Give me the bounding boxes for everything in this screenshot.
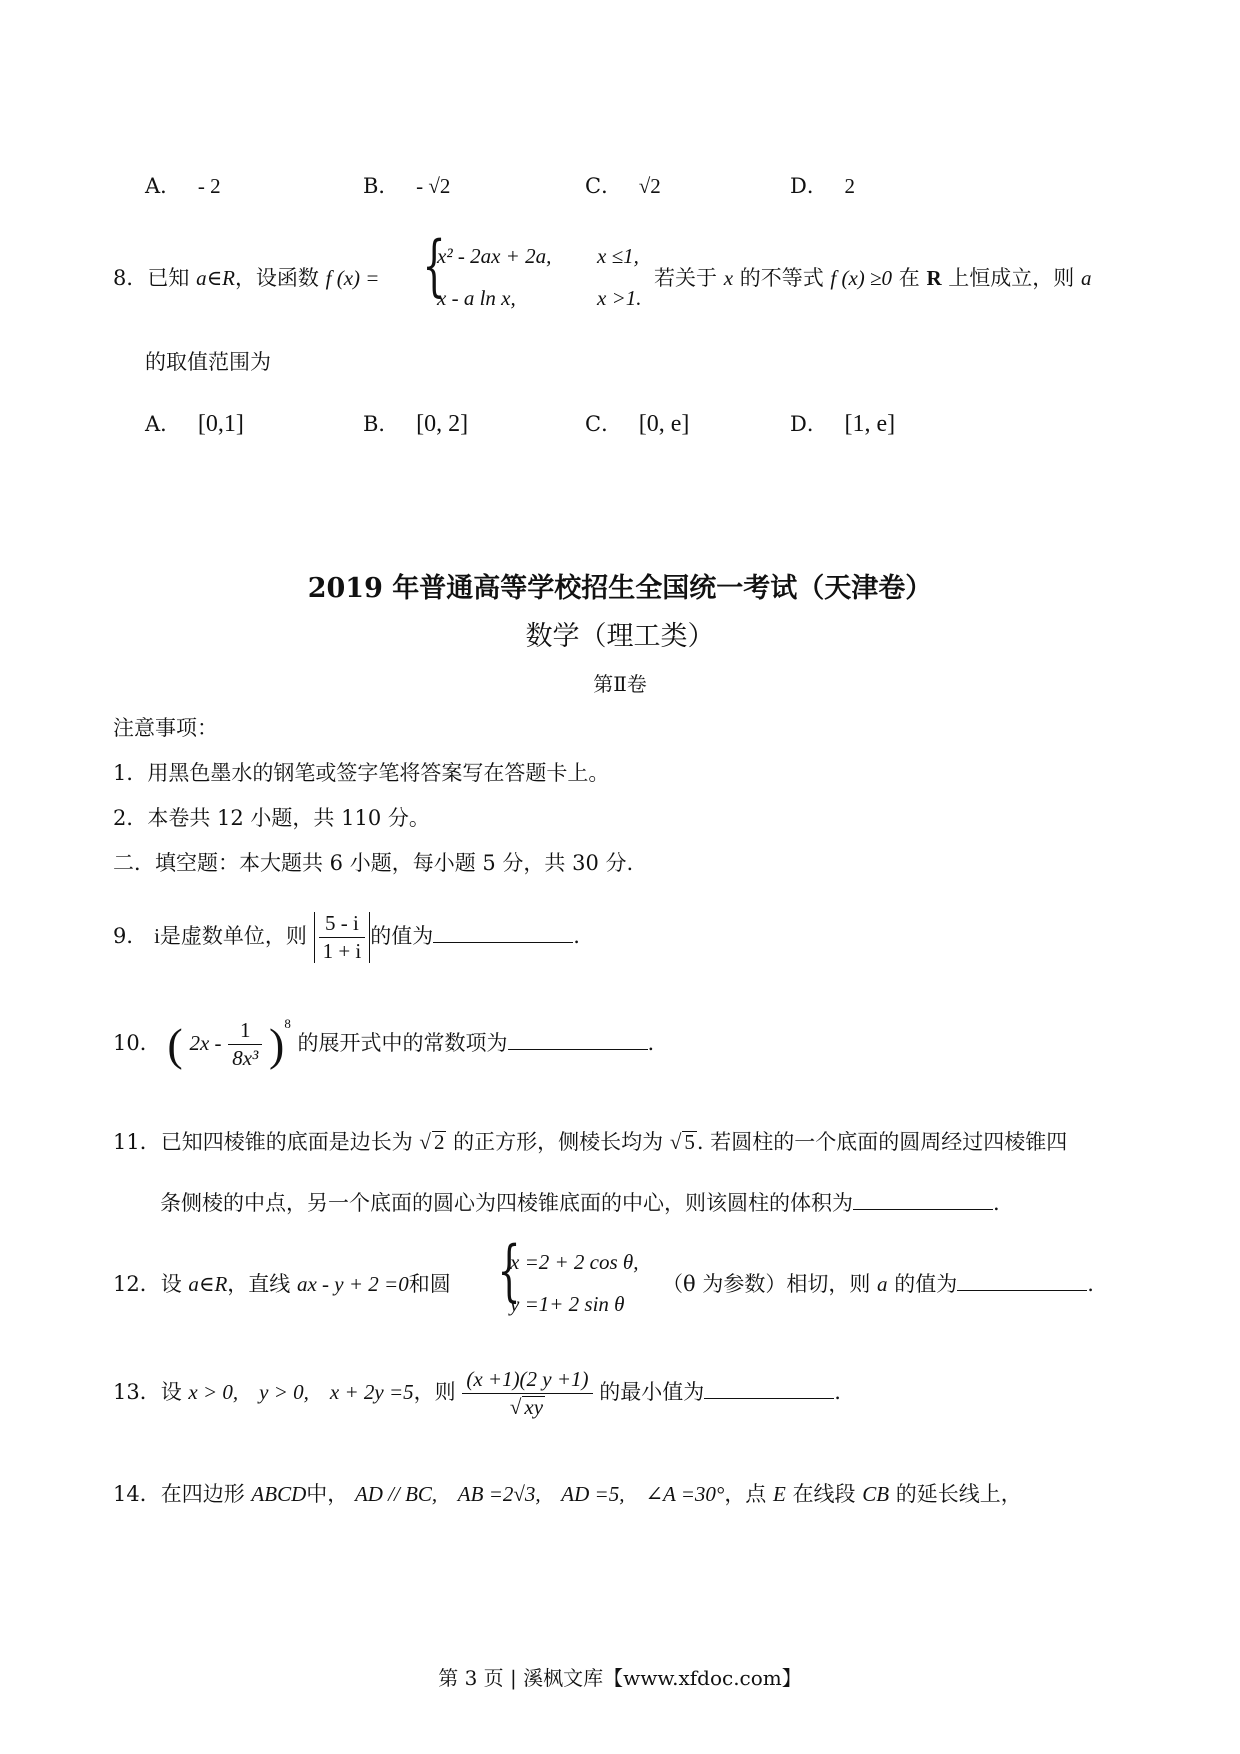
q10 [113,1018,654,1071]
q8-option-b [363,408,468,438]
option-label: B． [363,174,400,198]
q12-right [662,1268,1094,1298]
fraction-numerator: (x +1)(2 y +1) [462,1368,592,1394]
answer-blank[interactable] [433,920,573,943]
option-value: [0,1] [197,411,244,437]
q8-option-a [145,408,244,438]
exam-volume: 第Ⅱ卷 [593,672,647,696]
math-expr: AD // BC, AB =2√3, AD =5, ∠A =30° [354,1482,725,1506]
math-set-R: R [926,266,942,290]
sqrt-radicand: 2 [433,1130,445,1154]
question-text: 的值为 [370,924,434,949]
option-label: B． [363,412,400,436]
math-var-i: i [154,924,160,949]
option-label: D． [790,174,828,198]
option-label: D． [790,412,828,436]
exam-subject: 数学（理工类） [525,621,715,652]
question-text: 的展开式中的常数项为 [297,1031,508,1055]
option-value: [1, e] [844,411,896,437]
question-text: ，直线 [227,1272,291,1296]
question-text: 已知 [147,266,190,290]
sqrt-radicand: xy [524,1395,544,1420]
question-text: 设 [160,1380,182,1405]
math-expr: ax - y + 2 =0 [296,1272,409,1296]
exponent: 8 [284,1016,291,1031]
option-value: [0, 2] [416,411,469,437]
question-text: 中， [306,1482,349,1506]
answer-blank[interactable] [704,1376,834,1399]
punct: . [647,1031,655,1055]
question-text: 已知四棱锥的底面是边长为 [160,1130,413,1154]
sqrt-radicand: 5 [684,1130,695,1154]
param-case-y: y =1+ 2 sin θ [510,1292,625,1316]
q12-left [113,1268,451,1298]
q14 [113,1478,1022,1508]
q8-line1-left [113,262,379,292]
punct: . [834,1380,841,1405]
question-text: 若关于 [654,266,717,290]
q8-line2: 的取值范围为 [145,350,271,374]
question-text: 条侧棱的中点，另一个底面的圆心为四棱锥底面的中心，则该圆柱的体积为 [160,1191,853,1215]
q7-option-c [585,170,661,200]
punct: . [993,1191,1000,1215]
fraction-denominator: 8x³ [232,1046,259,1070]
question-number: 8． [113,266,148,290]
question-text: 在线段 [792,1482,856,1506]
punct: . [573,924,580,949]
answer-blank[interactable] [957,1268,1087,1291]
question-text: 是虚数单位，则 [159,924,307,949]
q9 [113,912,580,963]
exam-title: 2019 年普通高等学校招生全国统一考试（天津卷） [307,573,933,604]
question-text: 在 [898,266,920,290]
question-number: 9． [113,924,148,949]
q7-option-d [790,170,855,200]
notes-item-2: 2．本卷共 12 小题，共 110 分。 [113,806,430,830]
section-heading: 二．填空题：本大题共 6 小题，每小题 5 分，共 30 分. [113,851,634,875]
answer-blank[interactable] [853,1187,993,1210]
fraction [319,912,366,963]
question-text: ，点 [724,1482,767,1506]
option-label: A． [145,174,182,198]
option-label: A． [145,412,182,436]
math-var-x: x [723,266,734,290]
q11-line1 [113,1126,1067,1156]
math-expr: a∈R [196,266,235,290]
piecewise-brace: { [422,227,446,304]
math-var-e: E [773,1482,786,1506]
left-paren: ( [167,1019,183,1070]
option-value: - √2 [416,174,451,198]
question-text: 上恒成立，则 [948,266,1075,290]
question-number: 11． [113,1130,161,1154]
notes-item-1: 1．用黑色墨水的钢笔或签字笔将答案写在答题卡上。 [113,761,610,785]
question-number: 10． [113,1031,161,1055]
answer-blank[interactable] [508,1027,648,1050]
option-label: C． [585,174,623,198]
question-text: （θ 为参数）相切，则 [662,1272,871,1296]
math-var-a: a [877,1272,888,1296]
fraction-numerator: 5 - i [319,912,366,938]
question-text: 的值为 [894,1272,958,1296]
option-value: - 2 [197,174,221,198]
question-number: 13． [113,1380,161,1405]
fraction [228,1019,262,1070]
question-text: ，则 [413,1380,456,1405]
question-text: 在四边形 [160,1482,245,1506]
piecewise-case2-expr: x - a ln x, [437,286,516,310]
question-text: . 若圆柱的一个底面的圆周经过四棱锥四 [696,1130,1068,1154]
question-text: 设 [160,1272,182,1296]
q8-line1-right [654,262,1091,292]
q8-option-c [585,408,689,438]
fraction-numerator: 1 [228,1019,262,1045]
q11-line2 [160,1187,1000,1217]
question-text: 的最小值为 [599,1380,705,1405]
math-var-a: a [1080,266,1092,290]
option-value: [0, e] [638,411,690,437]
page-footer: 第 3 页 | 溪枫文库【www.xfdoc.com】 [438,1666,802,1690]
piecewise-case1-expr: x² - 2ax + 2a, [437,244,552,268]
question-number: 14． [113,1482,161,1506]
sqrt-sign: √ [419,1130,431,1154]
piecewise-case2-cond: x >1. [597,286,642,310]
q8-option-d [790,408,895,438]
q7-option-a [145,170,221,200]
question-text: ，设函数 [234,266,319,290]
math-expr: 2x - [189,1031,222,1055]
question-text: 的正方形，侧棱长均为 [453,1130,664,1154]
piecewise-case1-cond: x ≤1, [597,244,639,268]
option-value: 2 [844,174,856,198]
absolute-value [314,912,371,963]
param-case-x: x =2 + 2 cos θ, [510,1250,639,1274]
question-text: 的不等式 [739,266,824,290]
notes-heading: 注意事项： [113,716,218,740]
option-label: C． [585,412,623,436]
fraction-denominator: 1 + i [322,939,362,964]
math-expr: f (x) = [325,266,380,290]
sqrt-sign: √ [669,1130,682,1154]
question-number: 12． [113,1272,161,1296]
piecewise-brace: { [497,1232,521,1309]
option-value: √2 [638,174,661,198]
math-expr: f (x) ≥0 [830,266,893,290]
q7-option-b [363,170,450,200]
math-expr: a∈R [188,1272,228,1296]
right-paren: ) [269,1019,285,1070]
math-expr: ABCD [251,1482,307,1506]
punct: . [1087,1272,1094,1296]
math-expr: CB [862,1482,890,1506]
fraction [462,1368,592,1419]
question-text: 的延长线上， [895,1482,1022,1506]
question-text: 和圆 [408,1272,451,1296]
q13 [113,1368,841,1419]
math-expr: x > 0, y > 0, x + 2y =5 [188,1380,414,1405]
fraction-denominator: √ xy [509,1395,544,1420]
